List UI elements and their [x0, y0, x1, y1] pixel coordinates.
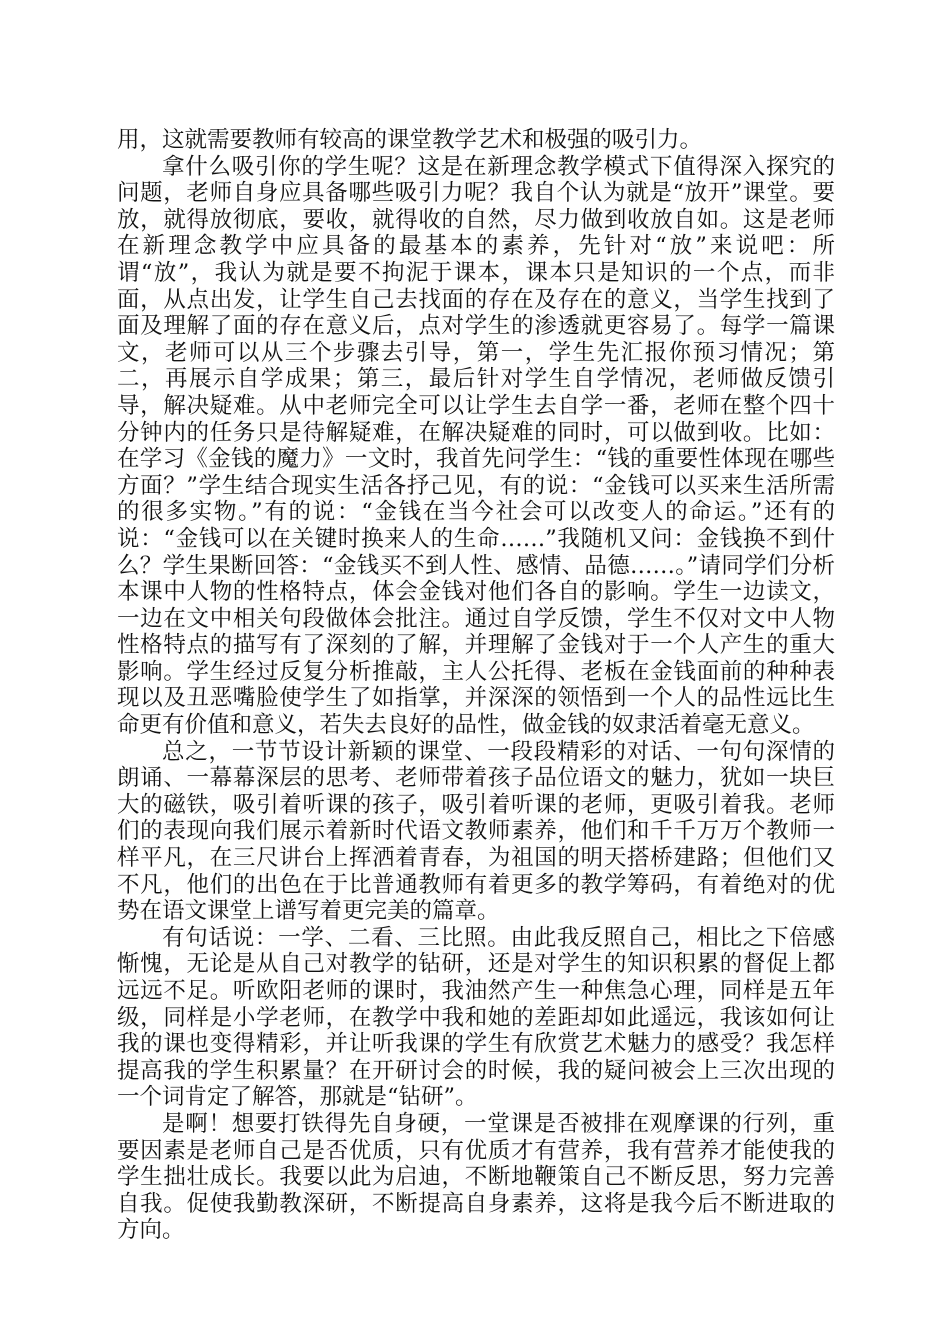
paragraph-reflection: 有句话说：一学、二看、三比照。由此我反照自己，相比之下倍感惭愧，无论是从自己对教学的钻研，还是对学生的知识积累的督促上都远远不足。听欧阳老师的课时，我油然产生一种焦急心理，同样是五年级，同样是小学老师，在教学中我和她的差距却如此遥远，我该如何让我的课也变得精彩，并让听我课的学生有欣赏艺术魅力的感受？我怎样提高我的学生积累量？在开研讨会的时候，我的疑问被会上三次出现的一个词肯定了解答，那就是“钻研”。: [117, 924, 835, 1111]
document-page: [117, 127, 835, 1244]
paragraph-conclusion: 是啊！想要打铁得先自身硬，一堂课是否被排在观摩课的行列，重要因素是老师自己是否优质，只有优质才有营养，我有营养才能使我的学生拙壮成长。我要以此为启迪，不断地鞭策自己不断反思，努力完善自我。促使我勤教深研，不断提高自身素养，这将是我今后不断进取的方向。: [117, 1110, 835, 1244]
paragraph-continuation: 用，这就需要教师有较高的课堂教学艺术和极强的吸引力。: [117, 127, 703, 153]
paragraph-summary: 总之，一节节设计新颖的课堂、一段段精彩的对话、一句句深情的朗诵、一幕幕深层的思考、老师带着孩子品位语文的魅力，犹如一块巨大的磁铁，吸引着听课的孩子，吸引着听课的老师，更吸引着我。老师们的表现向我们展示着新时代语文教师素养，他们和千千万万个教师一样平凡，在三尺讲台上挥洒着青春，为祖国的明天搭桥建路；但他们又不凡，他们的出色在于比普通教师有着更多的教学筹码，有着绝对的优势在语文课堂上谱写着更完美的篇章。: [117, 738, 835, 925]
paragraph-attraction: 拿什么吸引你的学生呢？这是在新理念教学模式下值得深入探究的问题，老师自身应具备哪些吸引力呢？我自个认为就是“放开”课堂。要放，就得放彻底，要收，就得收的自然，尽力做到收放自如。这是老师在新理念教学中应具备的最基本的素养，先针对“放”来说吧：所谓“放”，我认为就是要不拘泥于课本，课本只是知识的一个点，而非面，从点出发，让学生自己去找面的存在及存在的意义，当学生找到了面及理解了面的存在意义后，点对学生的渗透就更容易了。每学一篇课文，老师可以从三个步骤去引导，第一，学生先汇报你预习情况；第二，再展示自学成果；第三，最后针对学生自学情况，老师做反馈引导，解决疑难。从中老师完全可以让学生去自学一番，老师在整个四十分钟内的任务只是待解疑难，在解决疑难的同时，可以做到收。比如：在学习《金钱的魔力》一文时，我首先问学生：“钱的重要性体现在哪些方面？”学生结合现实生活各抒己见，有的说：“金钱可以买来生活所需的很多实物。”有的说：“金钱在当今社会可以改变人的命运。”还有的说：“金钱可以在关键时换来人的生命……”我随机又问：金钱换不到什么？学生果断回答：“金钱买不到人性、感情、品德……。”请同学们分析本课中人物的性格特点，体会金钱对他们各自的影响。学生一边读文，一边在文中相关句段做体会批注。通过自学反馈，学生不仅对文中人物性格特点的描写有了深刻的了解，并理解了金钱对于一个人产生的重大影响。学生经过反复分析推敲，主人公托得、老板在金钱面前的种种表现以及丑恶嘴脸使学生了如指掌，并深深的领悟到一个人的品性远比生命更有价值和意义，若失去良好的品性，做金钱的奴隶活着毫无意义。: [117, 153, 835, 739]
